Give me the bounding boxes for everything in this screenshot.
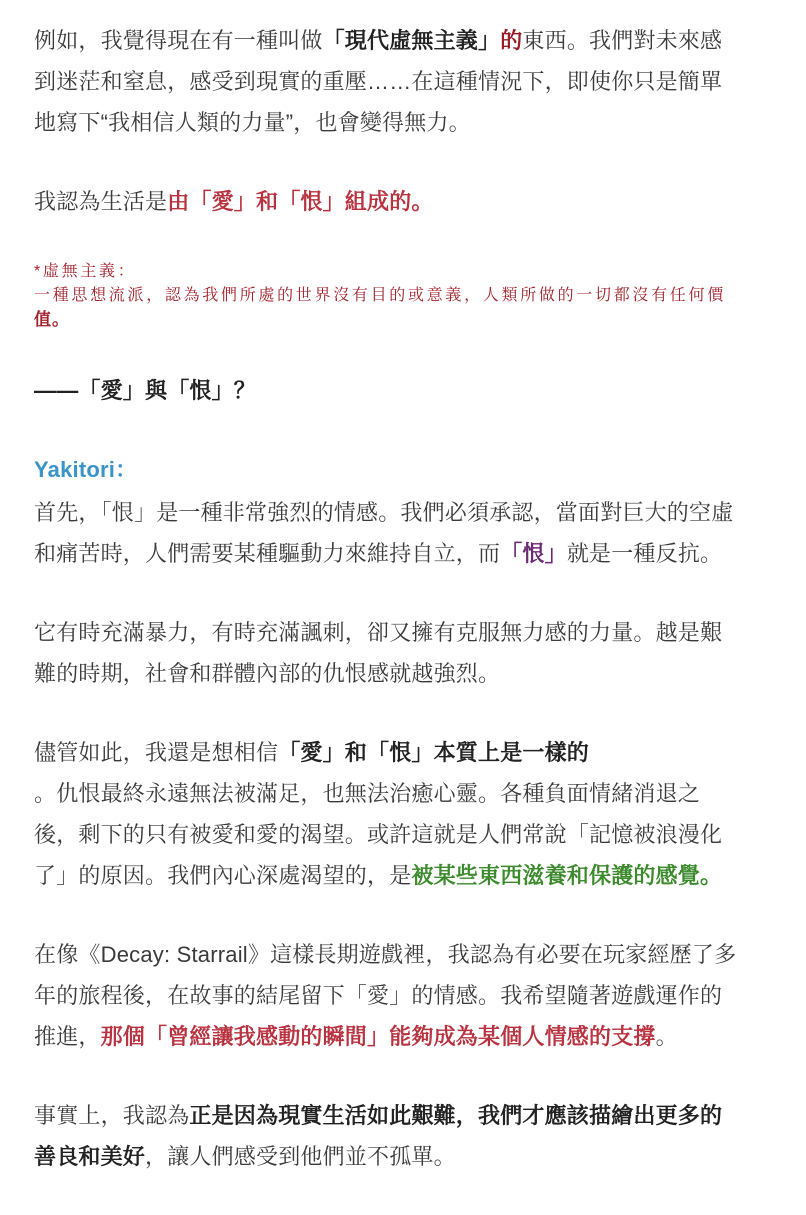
text-span: 例如，我覺得現在有一種叫做 xyxy=(34,28,323,53)
text-span: 東西。我們對未來感 xyxy=(522,28,723,53)
bold-kindness-beauty: 善良和美好 xyxy=(34,1144,146,1169)
speaker-name: Yakitori： xyxy=(34,457,138,482)
text-span: 了」的原因。我們內心深處渴望的，是 xyxy=(34,863,412,888)
paragraph-hate-resistance xyxy=(34,492,806,574)
footnote-definition: 一種思想流派，認為我們所處的世界沒有目的或意義，人類所做的一切都沒有任何價 xyxy=(34,287,726,304)
bold-love-hate-same: 「愛」和「恨」本質上是一樣的 xyxy=(278,740,590,765)
bold-hard-reality: 正是因為現實生活如此艱難，我們才應該描繪出更多的 xyxy=(189,1103,723,1128)
footnote-nihilism xyxy=(34,260,806,332)
paragraph-decay-starrail xyxy=(34,934,806,1057)
paragraph-line xyxy=(34,855,806,896)
paragraph-violence-irony xyxy=(34,612,806,694)
paragraph-line: 在像《Decay: Starrail》這樣長期遊戲裡，我認為有必要在玩家經歷了多 xyxy=(34,942,737,967)
paragraph-line xyxy=(34,181,806,222)
text-span: 。 xyxy=(655,1024,678,1049)
highlight-moving-moment: 那個「曾經讓我感動的瞬間」能夠成為某個人情感的支撐 xyxy=(100,1024,656,1049)
text-span: 和痛苦時，人們需要某種驅動力來維持自立，而 xyxy=(34,541,501,566)
paragraph-kindness xyxy=(34,1095,806,1177)
footnote-definition-end: 值。 xyxy=(34,310,70,329)
paragraph-line: 年的旅程後，在故事的結尾留下「愛」的情感。我希望隨著遊戲運作的 xyxy=(34,983,723,1008)
paragraph-line xyxy=(34,1095,806,1136)
text-span: 就是一種反抗。 xyxy=(566,541,723,566)
paragraph-line: 它有時充滿暴力，有時充滿諷刺，卻又擁有克服無力感的力量。越是艱 xyxy=(34,620,723,645)
heading-text: ——「愛」與「恨」？ xyxy=(34,378,257,403)
text-span: 我認為生活是 xyxy=(34,189,168,214)
paragraph-line xyxy=(34,732,806,773)
paragraph-line: 難的時期，社會和群體內部的仇恨感就越強烈。 xyxy=(34,661,501,686)
paragraph-line xyxy=(34,1016,806,1057)
paragraph-line: 首先，「恨」是一種非常強烈的情感。我們必須承認，當面對巨大的空虛 xyxy=(34,500,734,525)
bold-term-modern-nihilism: 「現代虛無主義」 xyxy=(322,28,501,53)
paragraph-line: 後，剩下的只有被愛和愛的渴望。或許這就是人們常說「記憶被浪漫化 xyxy=(34,822,723,847)
footnote-term: *虛無主義： xyxy=(34,263,137,280)
paragraph-line: 。仇恨最終永遠無法被滿足，也無法治癒心靈。各種負面情緒消退之 xyxy=(34,781,701,806)
highlight-de: 的 xyxy=(500,28,523,53)
highlight-love-hate: 由「愛」和「恨」組成的。 xyxy=(167,189,434,214)
paragraph-line: 到迷茫和窒息，感受到現實的重壓……在這種情況下，即使你只是簡單 xyxy=(34,69,723,94)
paragraph-line xyxy=(34,533,806,574)
text-span: 推進， xyxy=(34,1024,101,1049)
text-span: 儘管如此，我還是想相信 xyxy=(34,740,279,765)
paragraph-line: 地寫下“我相信人類的力量”，也會變得無力。 xyxy=(34,110,471,135)
highlight-nurtured-protected: 被某些東西滋養和保護的感覺。 xyxy=(411,863,723,888)
article-body xyxy=(34,20,806,1215)
paragraph-love-hate xyxy=(34,181,806,222)
text-span: 事實上，我認為 xyxy=(34,1103,190,1128)
paragraph-love-and-hate-same xyxy=(34,732,806,896)
paragraph-modern-nihilism xyxy=(34,20,806,143)
section-heading xyxy=(34,370,806,411)
paragraph-line xyxy=(34,20,806,61)
speaker-label xyxy=(34,449,806,490)
highlight-hate: 「恨」 xyxy=(500,541,567,566)
text-span: ，讓人們感受到他們並不孤單。 xyxy=(145,1144,456,1169)
paragraph-line xyxy=(34,1136,806,1177)
